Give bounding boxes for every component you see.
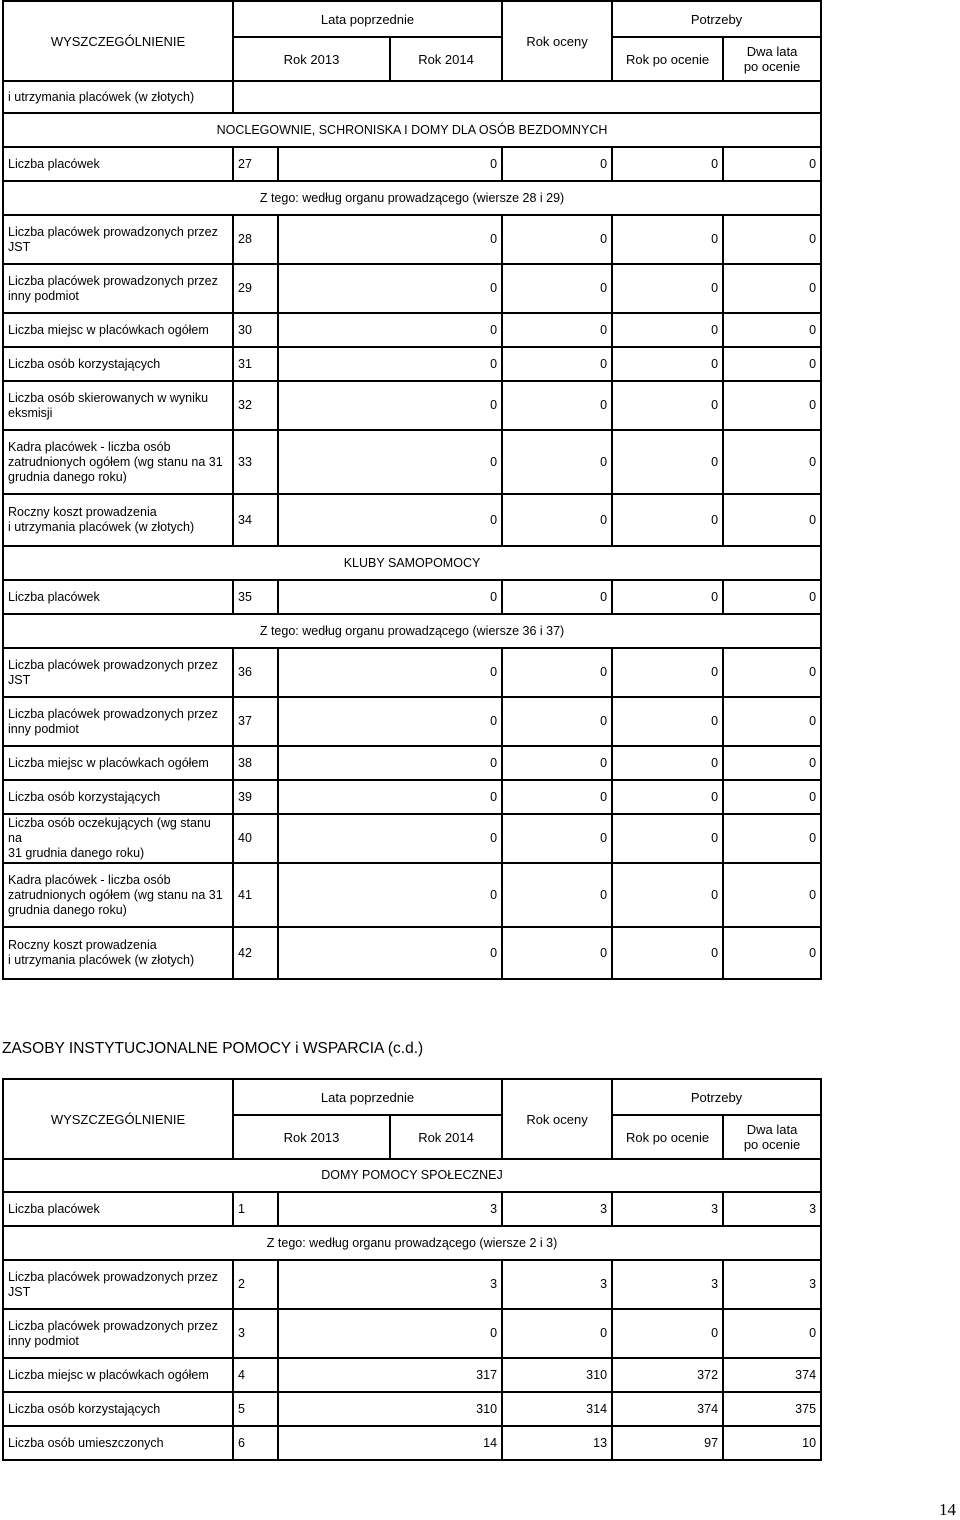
row-value: 0 — [502, 580, 612, 614]
row-label: Liczba placówek — [3, 580, 233, 614]
row-value: 0 — [502, 430, 612, 494]
table-row — [3, 697, 821, 746]
row-value: 310 — [502, 1358, 612, 1392]
row-number: 4 — [233, 1358, 278, 1392]
row-value: 0 — [502, 927, 612, 979]
row-label-line: i utrzymania placówek (w złotych) — [8, 953, 195, 967]
table-row — [3, 264, 821, 313]
row-value: 97 — [612, 1426, 723, 1460]
row-value: 0 — [278, 215, 502, 264]
row-label — [3, 347, 233, 381]
table-row — [3, 215, 821, 264]
row-value: 0 — [612, 347, 723, 381]
table-row — [3, 430, 821, 494]
row-label-line: Roczny koszt prowadzenia — [8, 938, 157, 952]
section-heading-cell: NOCLEGOWNIE, SCHRONISKA I DOMY DLA OSÓB BEZDOMNYCH — [3, 113, 821, 147]
row-value: 0 — [612, 381, 723, 430]
row-value: 0 — [723, 648, 821, 697]
row-label-line: inny podmiot — [8, 1333, 79, 1348]
row-value: 0 — [723, 1309, 821, 1358]
institutions-table-part1 — [2, 0, 822, 980]
row-label-line: Roczny koszt prowadzenia — [8, 505, 157, 519]
row-value: 0 — [723, 927, 821, 979]
row-value: 0 — [723, 780, 821, 814]
row-label — [3, 215, 233, 264]
row-label — [3, 648, 233, 697]
row-value: 374 — [612, 1392, 723, 1426]
row-value: 372 — [612, 1358, 723, 1392]
row-value: 0 — [502, 746, 612, 780]
row-value: 0 — [612, 863, 723, 927]
table-row — [3, 746, 821, 780]
row-value: 0 — [723, 697, 821, 746]
header-dwa-lata — [723, 37, 821, 81]
row-value: 0 — [723, 215, 821, 264]
row-value: 0 — [723, 746, 821, 780]
row-value: 3 — [723, 1192, 821, 1226]
section-subtitle — [3, 614, 821, 648]
row-value: 3 — [723, 1260, 821, 1309]
row-label — [3, 381, 233, 430]
header-wyszczegolnienie: WYSZCZEGÓLNIENIE — [3, 1079, 233, 1159]
row-label — [3, 814, 233, 863]
header-dwa-lata-line1: Dwa lata — [746, 44, 798, 59]
row-number: 29 — [233, 264, 278, 313]
row-number: 27 — [233, 147, 278, 181]
row-label — [3, 780, 233, 814]
row-label-line: Liczba miejsc w placówkach ogółem — [8, 755, 209, 770]
row-number: 35 — [233, 580, 278, 614]
row-value: 0 — [502, 313, 612, 347]
row-number: 33 — [233, 430, 278, 494]
row-value: 0 — [278, 430, 502, 494]
row-value: 0 — [502, 264, 612, 313]
row-number: 42 — [233, 927, 278, 979]
row-label-line: eksmisji — [8, 405, 53, 420]
row-value: 3 — [612, 1192, 723, 1226]
row-label — [3, 863, 233, 927]
header-potrzeby: Potrzeby — [612, 1079, 821, 1115]
table-row — [3, 1392, 821, 1426]
row-value: 0 — [612, 780, 723, 814]
row-value: 0 — [502, 494, 612, 546]
row-label-line: Kadra placówek - liczba osób — [8, 872, 171, 887]
row-label-line: Liczba placówek prowadzonych przez — [8, 224, 218, 239]
row-value: 3 — [502, 1192, 612, 1226]
table-row — [3, 494, 821, 546]
row-label-line: inny podmiot — [8, 288, 79, 303]
row-label-line: Liczba placówek prowadzonych przez — [8, 1269, 218, 1284]
row-label — [3, 746, 233, 780]
row-value: 0 — [612, 147, 723, 181]
row-number: 30 — [233, 313, 278, 347]
header-rok-po-ocenie: Rok po ocenie — [612, 37, 723, 81]
row-number: 40 — [233, 814, 278, 863]
section-heading-cell: KLUBY SAMOPOMOCY — [3, 546, 821, 580]
row-label — [3, 1309, 233, 1358]
row-value: 10 — [723, 1426, 821, 1460]
table-row — [3, 1426, 821, 1460]
header-dwa-lata-line2: po ocenie — [743, 1137, 801, 1152]
row-value: 0 — [278, 780, 502, 814]
row-value: 0 — [278, 381, 502, 430]
table-row — [3, 147, 821, 181]
row-value: 0 — [502, 648, 612, 697]
row-label — [3, 927, 233, 979]
row-value: 0 — [502, 697, 612, 746]
table-row — [3, 347, 821, 381]
section-heading — [3, 546, 821, 580]
row-value: 0 — [612, 264, 723, 313]
section-heading-cell: DOMY POMOCY SPOŁECZNEJ — [3, 1159, 821, 1192]
row-value: 0 — [612, 697, 723, 746]
section-subtitle-cell: Z tego: według organu prowadzącego (wiersze 28 i 29) — [3, 181, 821, 215]
row-value: 0 — [278, 746, 502, 780]
row-value: 314 — [502, 1392, 612, 1426]
header-rok-2014: Rok 2014 — [390, 37, 502, 81]
row-value: 0 — [723, 264, 821, 313]
row-label-line: JST — [8, 672, 31, 687]
header-rok-2013: Rok 2013 — [233, 1115, 390, 1159]
table-row — [3, 1192, 821, 1226]
row-label-line: Kadra placówek - liczba osób — [8, 439, 171, 454]
row-value: 0 — [502, 147, 612, 181]
row-value: 0 — [723, 381, 821, 430]
row-value: 0 — [502, 780, 612, 814]
row-value: 0 — [502, 1309, 612, 1358]
row-value: 374 — [723, 1358, 821, 1392]
header-rok-2014: Rok 2014 — [390, 1115, 502, 1159]
table-row — [3, 1260, 821, 1309]
row-number: 37 — [233, 697, 278, 746]
row-label-line: inny podmiot — [8, 721, 79, 736]
row-value: 0 — [723, 147, 821, 181]
row-value: 0 — [278, 580, 502, 614]
row-value: 0 — [723, 814, 821, 863]
row-value: 0 — [502, 381, 612, 430]
row-value: 0 — [278, 494, 502, 546]
row-value: 0 — [278, 313, 502, 347]
row-value: 0 — [502, 863, 612, 927]
row-number: 31 — [233, 347, 278, 381]
row-number: 32 — [233, 381, 278, 430]
continued-empty-cell — [233, 81, 821, 113]
row-value: 0 — [723, 494, 821, 546]
row-value: 317 — [278, 1358, 502, 1392]
header-lata-poprzednie: Lata poprzednie — [233, 1, 502, 37]
header-rok-po-ocenie: Rok po ocenie — [612, 1115, 723, 1159]
table-row — [3, 648, 821, 697]
row-label-line: Liczba osób oczekujących (wg stanu na — [8, 816, 211, 845]
continued-label: i utrzymania placówek (w złotych) — [3, 81, 233, 113]
row-number: 2 — [233, 1260, 278, 1309]
row-number: 34 — [233, 494, 278, 546]
row-value: 0 — [612, 580, 723, 614]
row-number: 36 — [233, 648, 278, 697]
row-label — [3, 1358, 233, 1392]
row-label-line: grudnia danego roku) — [8, 902, 127, 917]
table-row — [3, 863, 821, 927]
row-label-line: JST — [8, 1284, 31, 1299]
row-value: 0 — [278, 863, 502, 927]
row-value: 0 — [502, 215, 612, 264]
table-row — [3, 381, 821, 430]
row-number: 6 — [233, 1426, 278, 1460]
row-label — [3, 494, 233, 546]
row-label-line: Liczba osób umieszczonych — [8, 1435, 164, 1450]
section-title: ZASOBY INSTYTUCJONALNE POMOCY i WSPARCIA (c.d.) — [2, 1040, 424, 1057]
row-value: 0 — [502, 814, 612, 863]
row-label: Liczba placówek — [3, 1192, 233, 1226]
header-dwa-lata-line1: Dwa lata — [746, 1122, 798, 1137]
row-label — [3, 430, 233, 494]
row-label — [3, 1260, 233, 1309]
row-value: 0 — [278, 1309, 502, 1358]
section-subtitle — [3, 181, 821, 215]
row-number: 3 — [233, 1309, 278, 1358]
row-label — [3, 313, 233, 347]
header-dwa-lata — [723, 1115, 821, 1159]
row-value: 0 — [612, 814, 723, 863]
row-value: 0 — [278, 264, 502, 313]
header-rok-oceny: Rok oceny — [502, 1079, 612, 1159]
row-value: 0 — [278, 814, 502, 863]
row-value: 3 — [502, 1260, 612, 1309]
row-number: 41 — [233, 863, 278, 927]
row-value: 0 — [612, 648, 723, 697]
row-number: 39 — [233, 780, 278, 814]
row-number: 38 — [233, 746, 278, 780]
section-subtitle-cell: Z tego: według organu prowadzącego (wiersze 2 i 3) — [3, 1226, 821, 1260]
row-value: 0 — [278, 648, 502, 697]
row-label-line: zatrudnionych ogółem (wg stanu na 31 — [8, 887, 223, 902]
table-row — [3, 814, 821, 863]
row-value: 375 — [723, 1392, 821, 1426]
row-value: 0 — [612, 313, 723, 347]
row-label-line: zatrudnionych ogółem (wg stanu na 31 — [8, 454, 223, 469]
row-value: 310 — [278, 1392, 502, 1426]
row-label-line: Liczba miejsc w placówkach ogółem — [8, 1367, 209, 1382]
row-value: 3 — [278, 1260, 502, 1309]
row-value: 0 — [612, 1309, 723, 1358]
row-label-line: Liczba osób skierowanych w wyniku — [8, 390, 209, 405]
header-rok-oceny: Rok oceny — [502, 1, 612, 81]
row-label-line: Liczba miejsc w placówkach ogółem — [8, 322, 209, 337]
row-value: 3 — [612, 1260, 723, 1309]
header-dwa-lata-line2: po ocenie — [743, 59, 801, 74]
row-label-line: Liczba placówek prowadzonych przez — [8, 706, 218, 721]
row-label-line: 31 grudnia danego roku) — [8, 846, 145, 860]
row-value: 0 — [612, 927, 723, 979]
row-value: 0 — [723, 347, 821, 381]
row-value: 13 — [502, 1426, 612, 1460]
row-label-line: i utrzymania placówek (w złotych) — [8, 520, 195, 534]
row-value: 14 — [278, 1426, 502, 1460]
row-label-line: Liczba placówek prowadzonych przez — [8, 273, 218, 288]
row-number: 28 — [233, 215, 278, 264]
row-label — [3, 1426, 233, 1460]
row-label — [3, 1392, 233, 1426]
row-number: 1 — [233, 1192, 278, 1226]
row-value: 0 — [278, 147, 502, 181]
row-value: 0 — [723, 863, 821, 927]
row-value: 0 — [278, 697, 502, 746]
header-potrzeby: Potrzeby — [612, 1, 821, 37]
page-number: 14 — [939, 1500, 956, 1519]
row-label-line: Liczba osób korzystających — [8, 789, 161, 804]
table-row — [3, 313, 821, 347]
table-row — [3, 1309, 821, 1358]
header-rok-2013: Rok 2013 — [233, 37, 390, 81]
row-label — [3, 264, 233, 313]
row-label-line: Liczba osób korzystających — [8, 356, 161, 371]
row-label-line: Liczba placówek prowadzonych przez — [8, 657, 218, 672]
section-heading — [3, 113, 821, 147]
row-value: 0 — [278, 347, 502, 381]
table-row — [3, 780, 821, 814]
header-wyszczegolnienie: WYSZCZEGÓLNIENIE — [3, 1, 233, 81]
row-value: 0 — [723, 313, 821, 347]
table-row — [3, 1358, 821, 1392]
row-value: 0 — [723, 430, 821, 494]
row-number: 5 — [233, 1392, 278, 1426]
row-value: 0 — [612, 215, 723, 264]
row-value: 0 — [612, 494, 723, 546]
row-value: 0 — [612, 746, 723, 780]
row-value: 0 — [502, 347, 612, 381]
institutions-table-part2 — [2, 1078, 822, 1461]
row-label-line: grudnia danego roku) — [8, 469, 127, 484]
section-subtitle — [3, 1226, 821, 1260]
table-row — [3, 927, 821, 979]
row-label: Liczba placówek — [3, 147, 233, 181]
row-label — [3, 697, 233, 746]
table-row — [3, 580, 821, 614]
row-label-line: JST — [8, 239, 31, 254]
row-label-line: Liczba placówek prowadzonych przez — [8, 1318, 218, 1333]
header-lata-poprzednie: Lata poprzednie — [233, 1079, 502, 1115]
section-heading — [3, 1159, 821, 1192]
row-label-line: Liczba osób korzystających — [8, 1401, 161, 1416]
row-value: 0 — [723, 580, 821, 614]
row-value: 0 — [278, 927, 502, 979]
row-value: 3 — [278, 1192, 502, 1226]
section-subtitle-cell: Z tego: według organu prowadzącego (wiersze 36 i 37) — [3, 614, 821, 648]
row-value: 0 — [612, 430, 723, 494]
